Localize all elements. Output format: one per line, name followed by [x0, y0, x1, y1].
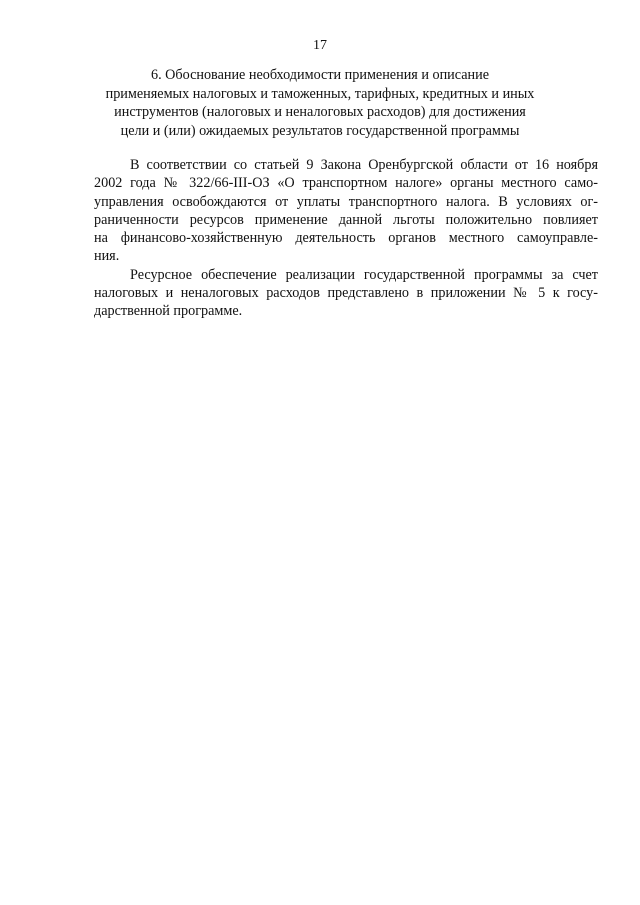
section-heading	[92, 66, 548, 140]
heading-line: применяемых налоговых и таможенных, тарифных, кредитных и иных	[105, 85, 535, 102]
text-line: раниченности ресурсов применение данной льготы положительно повлияет	[94, 211, 598, 228]
text-line: на финансово-хозяйственную деятельность органов местного самоуправле-	[94, 230, 598, 247]
page-number: 17	[313, 38, 327, 53]
heading-line: 6. Обоснование необходимости применения и описание	[150, 67, 490, 83]
heading-line: цели и (или) ожидаемых результатов государственной программы	[120, 122, 520, 139]
paragraph-2	[94, 266, 598, 321]
heading-line: инструментов (налоговых и неналоговых расходов) для достижения	[114, 104, 526, 120]
paragraph-1	[94, 156, 598, 266]
text-line: 2002 года № 322/66-III-ОЗ «О транспортном налоге» органы местного само-	[94, 175, 598, 192]
text-line: налоговых и неналоговых расходов представлено в приложении № 5 к госу-	[94, 285, 598, 302]
text-line: управления освобождаются от уплаты транспортного налога. В условиях ог-	[94, 193, 598, 210]
body-text	[94, 156, 598, 321]
text-line: дарственной программе.	[94, 303, 243, 320]
text-line: ния.	[94, 248, 120, 265]
text-line: Ресурсное обеспечение реализации государственной программы за счет	[130, 266, 598, 283]
text-line: В соответствии со статьей 9 Закона Оренбургской области от 16 ноября	[130, 157, 598, 173]
